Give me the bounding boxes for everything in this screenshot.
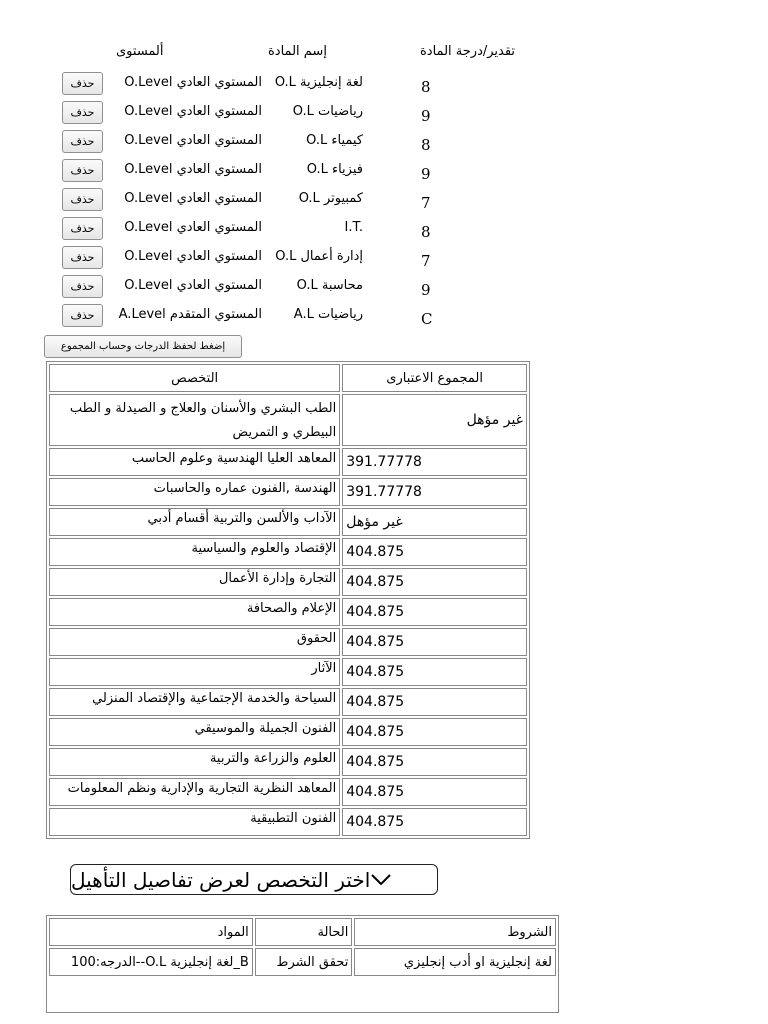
specialization-name: الآثار	[49, 658, 340, 686]
results-row	[49, 718, 527, 746]
specialization-score: غير مؤهل	[342, 394, 527, 446]
condition-status: تحقق الشرط	[255, 948, 353, 976]
results-row	[49, 538, 527, 566]
results-row	[49, 778, 527, 806]
subject-grade: 8	[421, 223, 431, 241]
delete-button[interactable]: حذف	[62, 304, 103, 327]
subject-row	[0, 128, 768, 157]
subject-row	[0, 70, 768, 99]
subject-grade: 8	[421, 136, 431, 154]
subject-level: المستوي العادي O.Level	[124, 162, 262, 177]
save-and-calculate-button[interactable]: إضغط لحفظ الدرجات وحساب المجموع	[44, 335, 242, 358]
specialization-score: 404.875	[342, 688, 527, 716]
subject-name: I.T.	[344, 220, 363, 235]
subject-level: المستوي العادي O.Level	[124, 104, 262, 119]
subject-row	[0, 99, 768, 128]
specialization-name: المعاهد العليا الهندسية وعلوم الحاسب	[49, 448, 340, 476]
subject-grade: 9	[421, 107, 431, 125]
results-row	[49, 688, 527, 716]
delete-button[interactable]: حذف	[62, 72, 103, 95]
subject-row	[0, 186, 768, 215]
results-col-score: المجموع الاعتبارى	[342, 364, 527, 392]
specialization-score: 404.875	[342, 598, 527, 626]
results-row	[49, 448, 527, 476]
delete-button[interactable]: حذف	[62, 246, 103, 269]
specialization-name: الإعلام والصحافة	[49, 598, 340, 626]
delete-button[interactable]: حذف	[62, 130, 103, 153]
specialization-name: العلوم والزراعة والتربية	[49, 748, 340, 776]
subject-name: O.L لغة إنجليزية	[274, 75, 363, 90]
specialization-score: 404.875	[342, 718, 527, 746]
subject-grade: 8	[421, 78, 431, 96]
results-row	[49, 508, 527, 536]
subject-level: المستوي المتقدم A.Level	[118, 307, 262, 322]
subject-level: المستوي العادي O.Level	[124, 278, 262, 293]
condition-requirement: لغة إنجليزية او أدب إنجليزي	[354, 948, 556, 976]
conditions-table	[46, 915, 559, 1013]
results-row	[49, 748, 527, 776]
subject-grade: 7	[421, 194, 431, 212]
specialization-score: غير مؤهل	[342, 508, 527, 536]
subject-name: O.L محاسبة	[296, 278, 363, 293]
subject-name: O.L كمبيوتر	[298, 191, 363, 206]
specialization-picker-label: اختر التخصص لعرض تفاصيل التأهيل	[71, 867, 371, 892]
specialization-score: 404.875	[342, 628, 527, 656]
specialization-name: الفنون الجميلة والموسيقي	[49, 718, 340, 746]
subject-name: A.L رياضيات	[293, 307, 363, 322]
specialization-name: الإقتصاد والعلوم والسياسية	[49, 538, 340, 566]
subject-row	[0, 244, 768, 273]
results-col-specialization: التخصص	[49, 364, 340, 392]
delete-button[interactable]: حذف	[62, 159, 103, 182]
conditions-empty-row	[49, 978, 556, 1010]
specialization-picker[interactable]	[70, 864, 438, 895]
subject-row	[0, 302, 768, 331]
subject-row	[0, 215, 768, 244]
subject-name: O.L رياضيات	[292, 104, 363, 119]
specialization-name: السياحة والخدمة الإجتماعية والإقتصاد المنزلي	[49, 688, 340, 716]
subject-name: O.L فيزياء	[306, 162, 363, 177]
specialization-score: 404.875	[342, 568, 527, 596]
specialization-score: 404.875	[342, 538, 527, 566]
specialization-score: 404.875	[342, 748, 527, 776]
subject-grade: 7	[421, 252, 431, 270]
specialization-score: 404.875	[342, 778, 527, 806]
subject-grade: C	[421, 310, 433, 328]
specialization-score: 391.77778	[342, 478, 527, 506]
specialization-score: 404.875	[342, 808, 527, 836]
subject-level: المستوي العادي O.Level	[124, 249, 262, 264]
results-row	[49, 808, 527, 836]
conditions-row	[49, 948, 556, 976]
specialization-name: الهندسة ,الفنون عماره والحاسبات	[49, 478, 340, 506]
header-level: ألمستوى	[116, 44, 164, 59]
subject-grade: 9	[421, 165, 431, 183]
subject-level: المستوي العادي O.Level	[124, 191, 262, 206]
results-row	[49, 568, 527, 596]
specialization-name: الطب البشري والأسنان والعلاج و الصيدلة و الطب البيطري و التمريض	[49, 394, 340, 446]
header-grade: تقدير/درجة المادة	[420, 44, 516, 59]
results-row	[49, 478, 527, 506]
subject-grade: 9	[421, 281, 431, 299]
specialization-score: 391.77778	[342, 448, 527, 476]
delete-button[interactable]: حذف	[62, 188, 103, 211]
conditions-col-conditions: الشروط	[354, 918, 556, 946]
subject-level: المستوي العادي O.Level	[124, 75, 262, 90]
chevron-down-icon	[370, 873, 392, 887]
specialization-name: الآداب والألسن والتربية أقسام أدبي	[49, 508, 340, 536]
conditions-header-row	[49, 918, 556, 946]
specialization-name: التجارة وإدارة الأعمال	[49, 568, 340, 596]
condition-subjects: B_لغة إنجليزية O.L--الدرجه:100	[49, 948, 253, 976]
results-table	[46, 361, 530, 839]
subject-row	[0, 273, 768, 302]
subject-row	[0, 157, 768, 186]
specialization-score: 404.875	[342, 658, 527, 686]
specialization-name: الفنون التطبيقية	[49, 808, 340, 836]
results-row	[49, 658, 527, 686]
subject-level: المستوي العادي O.Level	[124, 133, 262, 148]
delete-button[interactable]: حذف	[62, 101, 103, 124]
results-row	[49, 394, 527, 446]
results-row	[49, 598, 527, 626]
results-header-row	[49, 364, 527, 392]
specialization-name: المعاهد النظرية التجارية والإدارية ونظم المعلومات	[49, 778, 340, 806]
subject-level: المستوي العادي O.Level	[124, 220, 262, 235]
conditions-col-subjects: المواد	[49, 918, 253, 946]
results-row	[49, 628, 527, 656]
header-subject: إسم المادة	[268, 44, 327, 59]
subject-name: O.L كيمياء	[306, 133, 363, 148]
subject-name: O.L إدارة أعمال	[275, 249, 363, 264]
conditions-col-status: الحالة	[255, 918, 353, 946]
delete-button[interactable]: حذف	[62, 275, 103, 298]
delete-button[interactable]: حذف	[62, 217, 103, 240]
specialization-name: الحقوق	[49, 628, 340, 656]
